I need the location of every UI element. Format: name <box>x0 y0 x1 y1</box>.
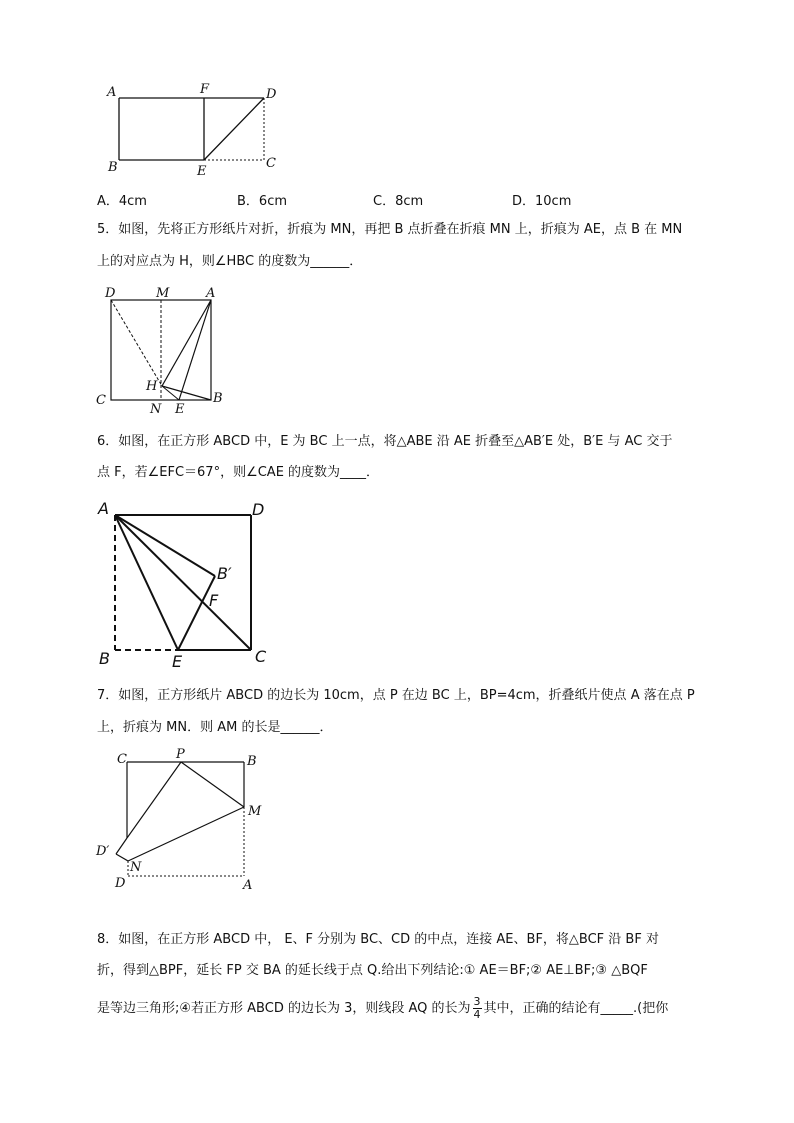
q8-line3 <box>97 992 668 1026</box>
figure-q7 <box>90 744 270 892</box>
fraction-numerator: 3 <box>473 995 481 1008</box>
label-A: A <box>107 85 117 100</box>
label-D: D <box>105 286 116 301</box>
label-C: C <box>255 647 267 666</box>
label-M: M <box>248 804 262 819</box>
option-c: C．8cm <box>373 194 424 209</box>
label-B: B <box>247 754 257 769</box>
label-A: A <box>206 286 216 301</box>
q5-line1: 5．如图，先将正方形纸片对折，折痕为 MN，再把 B 点折叠在折痕 MN 上，折痕为 AE，点 B 在 MN <box>97 222 683 237</box>
label-D: D <box>115 876 126 891</box>
q5-line2: 上的对应点为 H，则∠HBC 的度数为______． <box>97 254 363 269</box>
label-E: E <box>175 402 185 417</box>
label-A: A <box>98 499 109 518</box>
label-D: D <box>252 500 265 519</box>
label-D: D <box>266 87 277 102</box>
option-a: A．4cm <box>97 194 147 209</box>
q6-line2: 点 F，若∠EFC＝67°，则∠CAE 的度数为____． <box>97 465 380 480</box>
label-H: H <box>146 379 158 394</box>
label-A: A <box>243 878 253 893</box>
option-b: B．6cm <box>237 194 288 209</box>
label-B-prime: B′ <box>217 564 232 583</box>
q8-line2: 折，得到△BPF，延长 FP 交 BA 的延长线于点 Q.给出下列结论:① AE＝BF;② AE⊥BF;③ △BQF <box>97 963 648 978</box>
label-C: C <box>117 752 127 767</box>
label-B: B <box>108 160 118 175</box>
option-d: D．10cm <box>512 194 572 209</box>
label-E: E <box>172 652 183 671</box>
figure-q6 <box>92 496 282 674</box>
q8-line3-end: 其中，正确的结论有_____.(把你 <box>483 1001 669 1016</box>
q6-line1: 6．如图，在正方形 ABCD 中，E 为 BC 上一点，将△ABE 沿 AE 折叠至△AB′E 处，B′E 与 AC 交于 <box>97 434 673 449</box>
label-N: N <box>130 860 142 875</box>
fraction-denominator: 4 <box>473 1008 481 1021</box>
label-E: E <box>197 164 207 179</box>
label-F: F <box>209 591 219 610</box>
label-C: C <box>96 393 106 408</box>
label-F: F <box>200 82 210 97</box>
label-P: P <box>176 747 185 762</box>
label-D-prime: D′ <box>96 844 110 859</box>
figure-q5 <box>90 282 240 422</box>
label-C: C <box>266 156 276 171</box>
figure-q4 <box>100 80 290 180</box>
fraction-three-quarters <box>473 996 482 1021</box>
label-B: B <box>213 391 223 406</box>
q8-line3-start: 是等边三角形;④若正方形 ABCD 的边长为 3，则线段 AQ 的长为 <box>97 1001 471 1016</box>
q8-line1: 8．如图，在正方形 ABCD 中， E、F 分别为 BC、CD 的中点，连接 AE、BF，将△BCF 沿 BF 对 <box>97 932 659 947</box>
label-M: M <box>156 286 170 301</box>
label-N: N <box>150 402 162 417</box>
q7-line1: 7．如图，正方形纸片 ABCD 的边长为 10cm，点 P 在边 BC 上，BP=4cm，折叠纸片使点 A 落在点 P <box>97 688 695 703</box>
q7-line2: 上，折痕为 MN．则 AM 的长是______． <box>97 720 333 735</box>
label-B: B <box>99 649 110 668</box>
